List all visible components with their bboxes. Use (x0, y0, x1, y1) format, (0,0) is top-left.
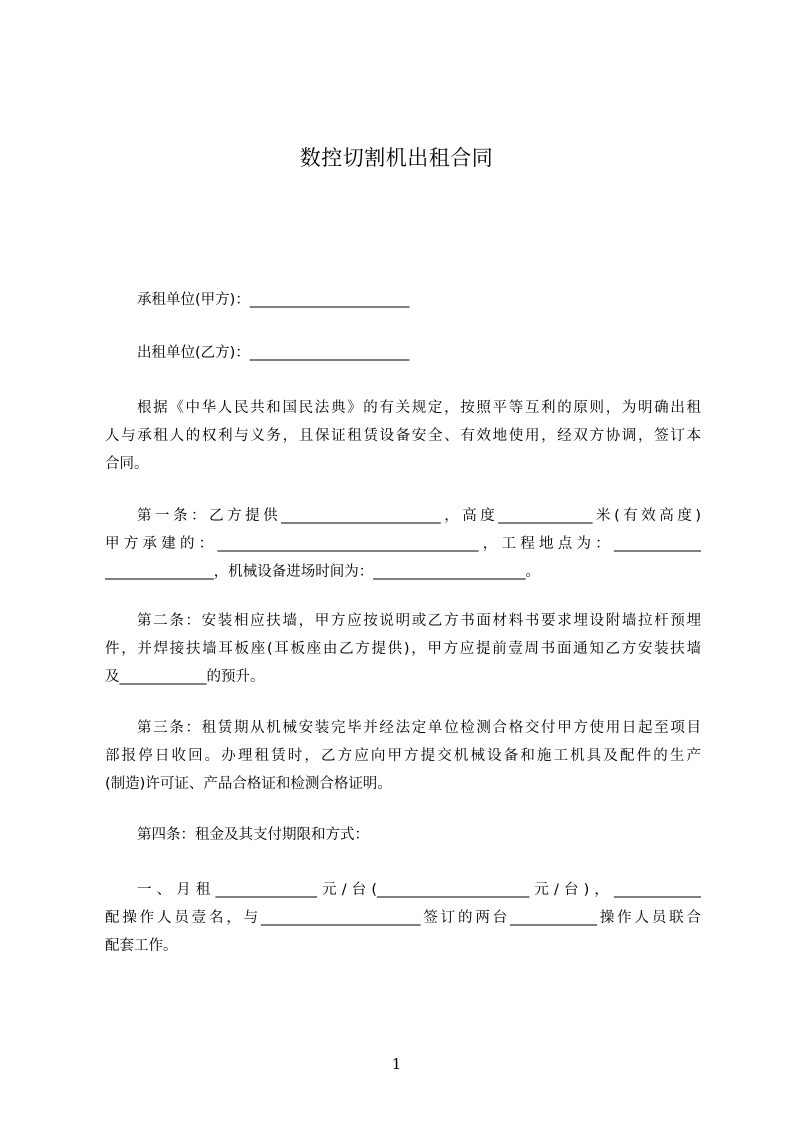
article3-line-3: (制造)许可证、产品合格证和检测合格证明。 (105, 776, 392, 792)
article3-line-2: 部报停日收回。办理租赁时，乙方应向甲方提交机械设备和施工机具及配件的生产 (105, 748, 701, 764)
article1-line-3: _______________，机械设备进场时间为：_____________________。 (105, 564, 540, 580)
document-title: 数控切割机出租合同 (299, 146, 494, 170)
article1-line-1: 第一条：乙方提供______________________，高度_____________米(有效高度) (137, 508, 701, 524)
lessee-line: 承租单位(甲方)：______________________ (137, 292, 410, 308)
article1-line-2: 甲方承建的：____________________________________，工程地点为：____________ (105, 536, 701, 552)
article2-line-1: 第二条：安装相应扶墙，甲方应按说明或乙方书面材料书要求埋设附墙拉杆预埋 (137, 613, 701, 629)
article2-line-2: 件，并焊接扶墙耳板座(耳板座由乙方提供)，甲方应提前壹周书面通知乙方安装扶墙 (105, 641, 701, 657)
preamble-line-2: 人与承租人的权利与义务，且保证租赁设备安全、有效地使用，经双方协调，签订本 (105, 428, 701, 444)
lessor-line: 出租单位(乙方)：______________________ (137, 345, 410, 361)
article4-heading: 第四条：租金及其支付期限和方式： (137, 827, 369, 843)
page-number: 1 (391, 1055, 402, 1073)
preamble-line-3: 合同。 (105, 456, 149, 472)
item1-line-2: 配操作人员壹名，与______________________签订的两台____________操作人员联合 (105, 910, 701, 926)
preamble-line-1: 根据《中华人民共和国民法典》的有关规定，按照平等互利的原则，为明确出租 (137, 400, 701, 416)
article3-line-1: 第三条：租赁期从机械安装完毕并经法定单位检测合格交付甲方使用日起至项目 (137, 720, 701, 736)
article2-line-3: 及____________的预升。 (105, 669, 265, 685)
item1-line-1: 一、月租______________元/台(_____________________元/台)，____________ (137, 882, 701, 898)
item1-line-3: 配套工作。 (105, 938, 178, 954)
